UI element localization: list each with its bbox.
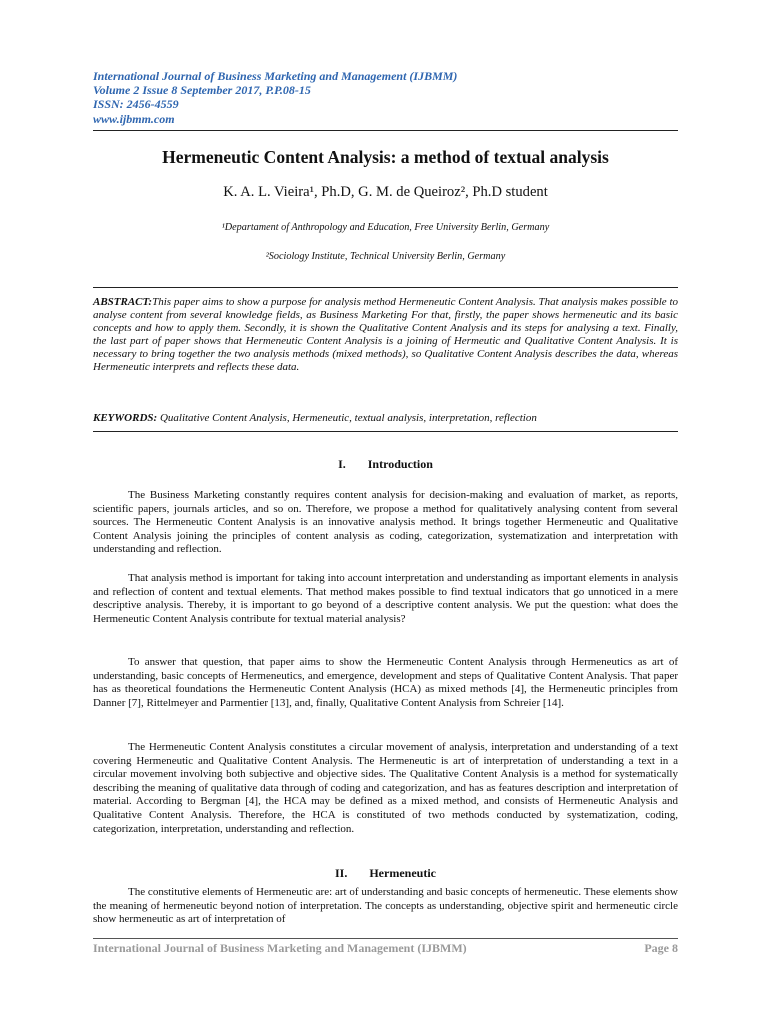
keywords <box>93 412 678 424</box>
paper-title: Hermeneutic Content Analysis: a method of textual analysis <box>162 147 609 167</box>
paragraph: To answer that question, that paper aims to show the Hermeneutic Content Analysis through Hermeneutics as art of understanding, basic concepts of Hermeneutics, and emergence, development and steps of Qualitative Content Analysis. That paper has as theoretical foundations the Hermeneutic Content Analysis (HCA) as mixed methods [4], the Hermeneutic principles from Danner [7], Rittelmeyer and Parmentier [13], and, finally, Qualitative Content Analysis from Schreier [14]. <box>93 656 678 709</box>
page-number: Page 8 <box>644 941 678 955</box>
journal-website-link[interactable]: www.ijbmm.com <box>93 111 175 126</box>
page-footer <box>93 941 678 956</box>
keywords-text: Qualitative Content Analysis, Hermeneutic, textual analysis, interpretation, reflection <box>157 412 537 424</box>
header-divider <box>93 130 678 131</box>
abstract <box>93 296 678 373</box>
footer-journal-name: International Journal of Business Marketing and Management (IJBMM) <box>93 941 467 955</box>
abstract-top-divider <box>93 287 678 288</box>
section-number: I. <box>338 457 346 471</box>
affiliation-2: ²Sociology Institute, Technical University Berlin, Germany <box>265 251 506 262</box>
paragraph: The constitutive elements of Hermeneutic are: art of understanding and basic concepts of hermeneutic. These elements show the meaning of hermeneutic beyond notion of interpretation. The concepts as understanding, objective spirit and hermeneutic circle show hermeneutic as art of interpretation of <box>93 886 678 926</box>
footer-divider <box>93 938 678 939</box>
section-heading-introduction <box>93 457 678 472</box>
section-title: Introduction <box>367 457 433 471</box>
section-heading-hermeneutic <box>93 866 678 881</box>
journal-issn: ISSN: 2456-4559 <box>93 97 179 112</box>
affiliation-1: ¹Departament of Anthropology and Education, Free University Berlin, Germany <box>221 222 550 233</box>
section-title: Hermeneutic <box>369 866 436 880</box>
journal-header <box>93 69 683 126</box>
abstract-label: ABSTRACT: <box>93 296 153 308</box>
keywords-label: KEYWORDS: <box>93 412 158 424</box>
journal-volume: Volume 2 Issue 8 September 2017, P.P.08-15 <box>93 83 311 98</box>
paragraph: The Business Marketing constantly requires content analysis for decision-making and evaluation of market, as reports, scientific papers, journals articles, and so on. Therefore, we propose a method for qualitatively analysing content from several sources. The Hermeneutic Content Analysis is an innovative analysis method. It brings together Hermeneutic and Qualitative Content Analysis joining the principles of content analysis as coding, categorization, systematization and interpretation with understanding and reflection. <box>93 489 678 556</box>
journal-name: International Journal of Business Marketing and Management (IJBMM) <box>93 69 458 83</box>
abstract-bottom-divider <box>93 431 678 432</box>
abstract-text: This paper aims to show a purpose for analysis method Hermeneutic Content Analysis. That analysis makes possible to analyse content from several knowledge fields, as Business Marketing For that, firstly, the paper shows hermeneutic and its basic concepts and how to apply them. Secondly, it is shown the Qualitative Content Analysis and its steps for analysing a text. Finally, the last part of paper shows that Hermeneutic Content Analysis is a joining of Hermeutic and Qualitative Content Analysis. It is necessary to bring together the two analysis methods (mixed methods), so Qualitative Content Analysis describes the data, whereas Hermeneutic interprets and reflects these data. <box>93 296 678 373</box>
paper-authors: K. A. L. Vieira¹, Ph.D, G. M. de Queiroz², Ph.D student <box>223 184 548 200</box>
section-number: II. <box>335 866 348 880</box>
paragraph: That analysis method is important for taking into account interpretation and understanding as important elements in analysis and reflection of content and textual elements. That method makes possible to find textual indicators that go unnoticed in a mere descriptive analysis. Thereby, it is important to go beyond of a descriptive content analysis. We put the question: what does the Hermeneutic Content Analysis contribute for textual material analysis? <box>93 572 678 625</box>
paragraph: The Hermeneutic Content Analysis constitutes a circular movement of analysis, interpretation and understanding of a text covering Hermeneutic and Qualitative Content Analysis. The Hermeneutic is art of interpretation of understanding a text in a circular movement involving both subjective and objective sides. The Qualitative Content Analysis is a method for systematically describing the meaning of qualitative data through of coding and categorization, and has as features description and interpretation of material. According to Bergman [4], the HCA may be defined as a mixed method, and consists of Hermeneutic Analysis and Qualitative Content Analysis. Therefore, the HCA is constituted of two methods conducted by systematization, coding, categorization, interpretation, understanding and reflection. <box>93 741 678 835</box>
